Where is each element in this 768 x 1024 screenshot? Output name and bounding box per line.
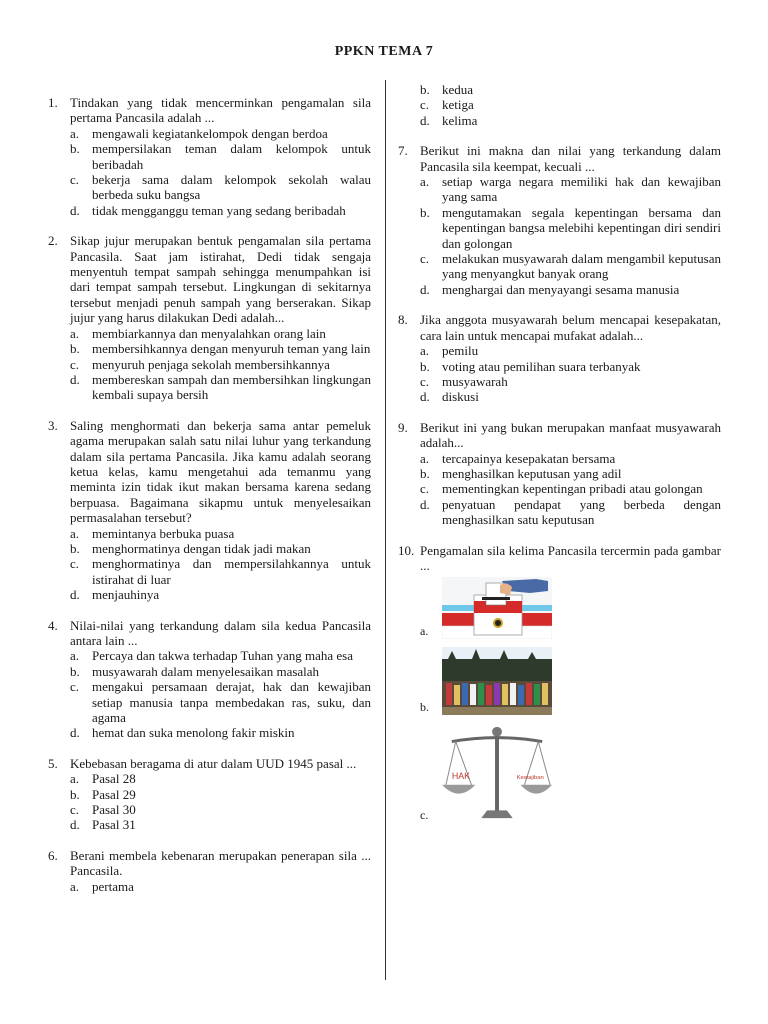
option-item[interactable] (398, 174, 721, 205)
question-number: 10. (398, 542, 415, 558)
question-text: Tindakan yang tidak mencerminkan pengamalan sila pertama Pancasila adalah ... (70, 95, 371, 126)
option-text: mempersilakan teman dalam kelompok untuk beribadah (92, 141, 371, 172)
option-label: d. (70, 587, 80, 603)
option-text: membersihkannya dengan menyuruh teman yang lain (92, 341, 371, 357)
option-item[interactable] (48, 664, 371, 679)
question-number: 7. (398, 143, 408, 159)
option-label: c. (420, 251, 430, 267)
scale-right-label: Kewajiban (516, 775, 544, 782)
option-item[interactable] (48, 526, 371, 541)
option-item[interactable] (48, 787, 371, 802)
option-label: b. (420, 465, 430, 481)
question-number: 3. (48, 417, 58, 433)
crowd-ceremony-image (442, 647, 552, 715)
option-text: kelima (442, 112, 478, 128)
option-item[interactable] (48, 802, 371, 817)
option-text: memintanya berbuka puasa (92, 525, 235, 541)
option-item[interactable] (398, 497, 721, 528)
option-text: menghormatinya dan mempersilahkannya untuk istirahat di luar (92, 556, 371, 587)
question-9 (398, 420, 721, 528)
option-label: c. (420, 373, 430, 389)
question-text: Nilai-nilai yang terkandung dalam sila kedua Pancasila antara lain ... (70, 617, 371, 648)
option-item[interactable] (48, 326, 371, 341)
option-text: Pasal 29 (92, 786, 136, 802)
option-item[interactable] (398, 282, 721, 297)
option-label: b. (420, 699, 429, 714)
scale-left-label: HAK (451, 771, 470, 782)
option-label: c. (70, 556, 80, 572)
left-column (48, 95, 371, 909)
option-label: c. (420, 807, 429, 822)
option-label: d. (70, 202, 80, 218)
option-text: setiap warga negara memiliki hak dan kewajiban yang sama (442, 174, 721, 205)
option-item[interactable] (398, 389, 721, 404)
option-item[interactable] (48, 817, 371, 832)
option-text: voting atau pemilihan suara terbanyak (442, 358, 641, 374)
option-label: a. (70, 325, 80, 341)
question-number: 5. (48, 755, 58, 771)
option-text: hemat dan suka menolong fakir miskin (92, 725, 295, 741)
question-text: Pengamalan sila kelima Pancasila tercermin pada gambar ... (420, 542, 721, 573)
option-label: b. (70, 786, 80, 802)
question-2 (48, 233, 371, 402)
question-text: Saling menghormati dan bekerja sama antar pemeluk agama merupakan salah satu nilai luhur yang terkandung dalam sila pertama Pancasila. Jika kamu adalah seorang ketua kelas, kamu mengetahui ada temanmu yang meminta izin tidak ikut makan bersama karena sedang berpuasa. Bagaimana sikapmu untuk menyelesaikan permasalahan tersebut? (70, 417, 371, 526)
option-item[interactable] (48, 587, 371, 602)
right-column (398, 82, 721, 838)
option-item[interactable] (48, 556, 371, 587)
option-item[interactable] (48, 771, 371, 786)
option-text: menghasilkan keputusan yang adil (442, 465, 622, 481)
question-number: 4. (48, 617, 58, 633)
option-label: b. (70, 540, 80, 556)
question-5 (48, 756, 371, 833)
question-6 (48, 848, 371, 894)
option-label: a. (420, 343, 430, 359)
option-text: tercapainya kesepakatan bersama (442, 450, 616, 466)
option-text: mengutamakan segala kepentingan bersama dan kepentingan bangsa melebihi kepentingan diri sendiri dan golongan (442, 204, 721, 251)
option-item[interactable] (48, 141, 371, 172)
question-text: Berani membela kebenaran merupakan penerapan sila ... Pancasila. (70, 847, 371, 879)
option-label: b. (420, 358, 430, 374)
option-text: pertama (92, 878, 134, 894)
image-option-c[interactable] (420, 723, 721, 823)
question-6-continued (398, 82, 721, 128)
image-option-b[interactable] (420, 647, 721, 715)
option-text: mengakui persamaan derajat, hak dan kewajiban setiap manusia tanpa membedakan ras, suku, dan agama (92, 679, 371, 726)
option-text: Pasal 30 (92, 802, 136, 818)
question-10 (398, 543, 721, 824)
option-text: bekerja sama dalam kelompok sekolah walau berbeda suku bangsa (92, 172, 371, 203)
option-item[interactable] (48, 357, 371, 372)
option-item[interactable] (48, 679, 371, 725)
option-label: c. (70, 356, 80, 372)
option-text: menghormatinya dengan tidak jadi makan (92, 540, 311, 556)
option-item[interactable] (48, 341, 371, 356)
option-label: c. (70, 679, 80, 695)
option-label: a. (70, 878, 80, 894)
question-text: Jika anggota musyawarah belum mencapai kesepakatan, cara lain untuk mencapai mufakat adalah... (420, 312, 721, 343)
option-label: d. (420, 496, 430, 512)
balance-scale-image (442, 723, 552, 823)
option-label: d. (420, 112, 430, 128)
question-3 (48, 418, 371, 603)
option-label: c. (70, 802, 80, 818)
question-number: 2. (48, 233, 58, 249)
option-item[interactable] (398, 343, 721, 358)
column-divider (385, 80, 386, 980)
option-item[interactable] (398, 481, 721, 496)
option-label: a. (420, 623, 429, 638)
option-item[interactable] (398, 205, 721, 251)
question-1 (48, 95, 371, 218)
option-text: Pasal 31 (92, 817, 136, 833)
question-7 (398, 143, 721, 297)
option-item[interactable] (398, 113, 721, 128)
question-4 (48, 618, 371, 741)
option-label: b. (420, 204, 430, 220)
option-item[interactable] (398, 359, 721, 374)
option-text: ketiga (442, 97, 474, 113)
option-text: menjauhinya (92, 587, 160, 603)
option-label: c. (70, 172, 80, 188)
option-text: pemilu (442, 343, 479, 359)
option-label: a. (70, 648, 80, 664)
option-item[interactable] (398, 82, 721, 97)
option-label: a. (420, 174, 430, 190)
question-number: 6. (48, 847, 58, 863)
option-item[interactable] (48, 541, 371, 556)
option-text: Pasal 28 (92, 771, 136, 787)
option-item[interactable] (48, 879, 371, 894)
option-label: b. (70, 341, 80, 357)
question-number: 9. (398, 419, 408, 435)
option-text: menghargai dan menyayangi sesama manusia (442, 281, 680, 297)
option-text: mementingkan kepentingan pribadi atau golongan (442, 481, 703, 497)
option-item[interactable] (48, 648, 371, 663)
option-text: Percaya dan takwa terhadap Tuhan yang maha esa (92, 648, 353, 664)
option-text: mengawali kegiatankelompok dengan berdoa (92, 125, 328, 141)
option-text: diskusi (442, 389, 479, 405)
option-item[interactable] (48, 725, 371, 740)
option-item[interactable] (48, 172, 371, 203)
image-option-a[interactable] (420, 577, 721, 639)
question-number: 1. (48, 95, 58, 110)
option-text: menyuruh penjaga sekolah membersihkannya (92, 356, 330, 372)
option-item[interactable] (398, 374, 721, 389)
option-item[interactable] (398, 97, 721, 112)
option-label: b. (70, 141, 80, 157)
question-text: Sikap jujur merupakan bentuk pengamalan sila pertama Pancasila. Saat jam istirahat, Dedi tidak sengaja menyentuh tempat sampah sehingga menumpahkan isi dari tempat sampah tersebut. Lingkungan di sekitarnya tersebut menjadi penuh sampah yang berserakan. Sikap jujur yang harus dilakukan Dedi adalah... (70, 233, 371, 326)
question-number: 8. (398, 312, 408, 328)
option-item[interactable] (48, 203, 371, 218)
option-label: d. (70, 817, 80, 833)
option-label: d. (70, 371, 80, 387)
option-label: d. (420, 281, 430, 297)
option-label: a. (70, 125, 80, 141)
option-text: kedua (442, 82, 474, 97)
option-text: penyatuan pendapat yang berbeda dengan menghasilkan satu keputusan (442, 496, 721, 528)
option-item[interactable] (398, 251, 721, 282)
option-text: musyawarah dalam menyelesaikan masalah (92, 663, 320, 679)
option-label: a. (70, 771, 80, 787)
question-text: Berikut ini makna dan nilai yang terkandung dalam Pancasila sila keempat, kecuali ... (420, 143, 721, 174)
option-text: musyawarah (442, 373, 508, 389)
question-8 (398, 312, 721, 404)
option-item[interactable] (48, 126, 371, 141)
option-text: tidak mengganggu teman yang sedang beribadah (92, 202, 346, 218)
option-label: b. (420, 82, 430, 97)
question-text: Kebebasan beragama di atur dalam UUD 1945 pasal ... (70, 755, 357, 771)
option-label: d. (420, 389, 430, 405)
option-label: d. (70, 725, 80, 741)
option-label: c. (420, 481, 430, 497)
option-label: b. (70, 663, 80, 679)
option-item[interactable] (398, 451, 721, 466)
option-label: a. (420, 450, 430, 466)
option-label: c. (420, 97, 430, 113)
option-item[interactable] (48, 372, 371, 403)
option-label: a. (70, 525, 80, 541)
option-item[interactable] (398, 466, 721, 481)
question-text: Berikut ini yang bukan merupakan manfaat musyawarah adalah... (420, 419, 721, 451)
ballot-box-image (442, 577, 552, 639)
option-text: membiarkannya dan menyalahkan orang lain (92, 325, 326, 341)
option-text: membereskan sampah dan membersihkan lingkungan kembali supaya bersih (92, 371, 371, 403)
option-text: melakukan musyawarah dalam mengambil keputusan yang menyangkut banyak orang (442, 251, 721, 282)
page-title: PPKN TEMA 7 (334, 44, 434, 59)
